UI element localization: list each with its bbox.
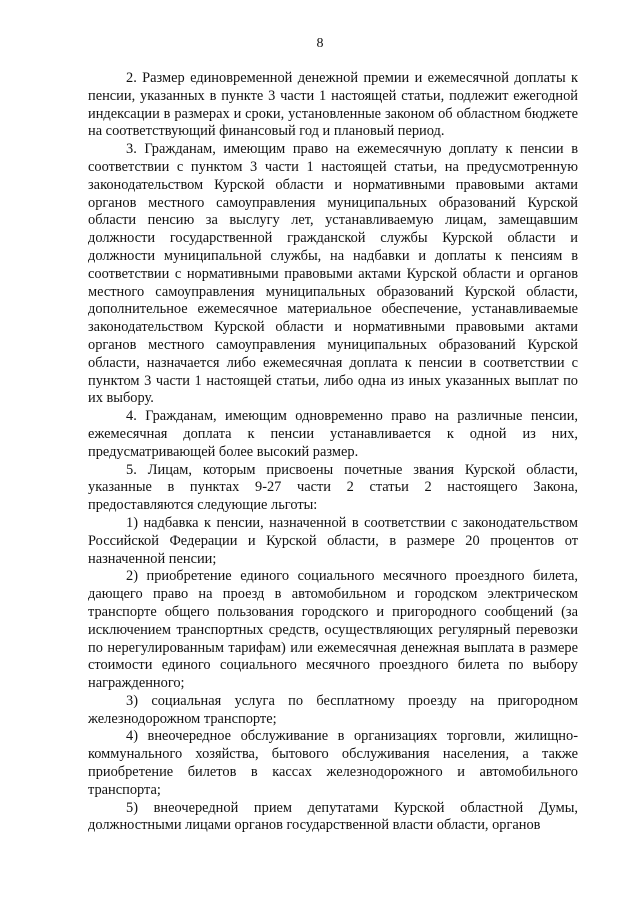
benefit-item-3-suburban-rail: 3) социальная услуга по бесплатному проезду на пригородном железнодорожном транспорте; [88,692,578,727]
benefit-item-4-priority-service: 4) внеочередное обслуживание в организациях торговли, жилищно-коммунального хозяйства, бытового обслуживания населения, а также приобретение билетов в кассах железнодорожного и автомобильного транспорта; [88,728,578,798]
page-number: 8 [316,36,324,51]
paragraph-2-premium-indexation: 2. Размер единовременной денежной премии и ежемесячной доплаты к пенсии, указанных в пункте 3 части 1 настоящей статьи, подлежит ежегодной индексации в размерах и сроки, установленные законом об областном бюджете на соответствующий финансовый год и плановый период. [88,70,578,140]
paragraph-4-multiple-pensions: 4. Гражданам, имеющим одновременно право на различные пенсии, ежемесячная доплата к пенсии устанавливается к одной из них, предусматривающей более высокий размер. [88,408,578,460]
benefit-item-2-travel-pass: 2) приобретение единого социального месячного проездного билета, дающего право на проезд в автомобильном и городском электрическом транспорте общего пользования городского и пригородного сообщений (за исключением транспортных средств, осуществляющих регулярный перевозки по нерегулированным тарифам) или ежемесячная денежная выплата в размере стоимости единого социального месячного проездного билета по выбору награжденного; [88,568,578,692]
paragraph-5-honorary-titles-benefits: 5. Лицам, которым присвоены почетные звания Курской области, указанные в пунктах 9-27 части 2 статьи 2 настоящего Закона, предоставляются следующие льготы: [88,461,578,514]
benefit-item-1-pension-bonus: 1) надбавка к пенсии, назначенной в соответствии с законодательством Российской Федерации и Курской области, в размере 20 процентов от назначенной пенсии; [88,514,578,567]
paragraph-3-pension-supplement-choice: 3. Гражданам, имеющим право на ежемесячную доплату к пенсии в соответствии с пунктом 3 части 1 настоящей статьи, на предусмотренную законодательством Курской области и нормативными правовыми актами органов местного самоуправления муниципальных образований Курской области пенсию за выслугу лет, устанавливаемую лицам, замещавшим должности государственной гражданской службы Курской области и должности муниципальной службы, на надбавки и доплаты к пенсиям в соответствии с нормативными правовыми актами Курской области и органов местного самоуправления муниципальных образований Курской области, дополнительное ежемесячное материальное обеспечение, устанавливаемые законодательством Курской области и нормативными правовыми актами органов местного самоуправления муниципальных образований Курской области, назначается либо ежемесячная доплата к пенсии в соответствии с пунктом 3 части 1 настоящей статьи, либо одна из иных указанных выплат по их выбору. [88,141,578,407]
benefit-item-5-priority-reception: 5) внеочередной прием депутатами Курской областной Думы, должностными лицами органов государственной власти области, органов [88,799,578,834]
document-body [88,70,578,835]
